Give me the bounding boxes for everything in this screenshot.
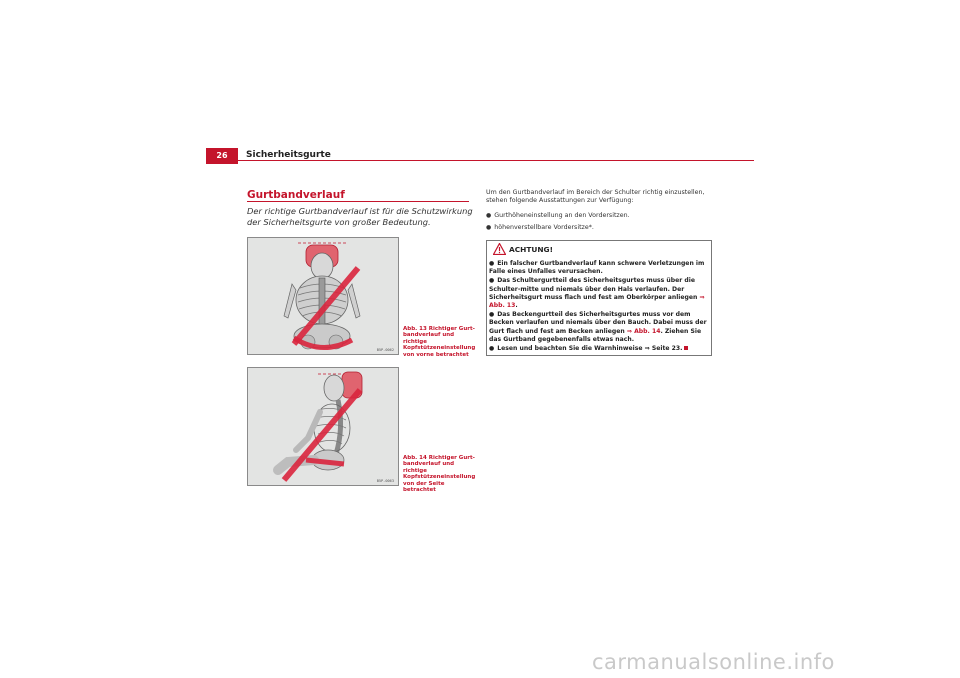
- warning-body: [489, 260, 707, 354]
- bullet-icon: ●: [486, 224, 492, 232]
- list-item: ● Das Schultergurtteil des Sicherheitsgurtes muss über die Schulter-mitte und niemals über den Hals verlaufen. Der Sicherheitsgurt muss flach und fest am Oberkörper anliegen ⇒ Abb. 13.: [489, 277, 705, 310]
- bullet-icon: ●: [489, 345, 495, 353]
- figure-caption: Abb. 14 Richtiger Gurt-bandverlauf und richtige Kopfstützeneinstellung von der Seite betrachtet: [403, 455, 476, 494]
- list-item: ● Ein falscher Gurtbandverlauf kann schwere Verletzungen im Falle eines Unfalles verursachen.: [489, 260, 705, 276]
- figure-code: B5P-0063: [376, 479, 394, 483]
- warning-title: ACHTUNG!: [509, 245, 553, 254]
- warning-triangle-icon: [493, 243, 506, 255]
- header-title: Sicherheitsgurte: [246, 150, 331, 160]
- bullet-icon: ●: [489, 277, 495, 285]
- figure-caption: Abb. 13 Richtiger Gurt-bandverlauf und richtige Kopfstützeneinstellung von vorne betrachtet: [403, 326, 476, 358]
- right-intro: Um den Gurtbandverlauf im Bereich der Schulter richtig einzustellen, stehen folgende Ausstattungen zur Verfügung:: [486, 189, 705, 205]
- figure-side-view: [247, 367, 399, 486]
- header-rule: [206, 160, 754, 161]
- bullet-icon: ●: [489, 260, 495, 267]
- bullet-icon: ●: [486, 211, 492, 219]
- bullet-icon: ●: [489, 311, 495, 319]
- warning-box: [486, 240, 712, 356]
- figure-reference-link[interactable]: ⇒ Abb. 14: [626, 327, 661, 335]
- figure-code: B5P-0062: [376, 348, 394, 352]
- figure-reference-link[interactable]: ⇒ Abb. 13: [489, 293, 705, 310]
- bullet-list: [486, 212, 716, 233]
- side-view-illustration: [248, 368, 398, 485]
- figure-front-view: [247, 237, 399, 355]
- list-item: ● Das Beckengurtteil des Sicherheitsgurtes muss vor dem Becken verlaufen und niemals über den Bauch. Dabei muss der Gurt flach und fest am Becken anliegen ⇒ Abb. 14. Ziehen Sie das Gurtband gegebenenfalls etwas nach.: [489, 311, 707, 343]
- front-view-illustration: [248, 238, 398, 354]
- section-title: Gurtbandverlauf: [247, 189, 345, 201]
- right-column: [486, 189, 716, 233]
- warning-header: [487, 241, 711, 255]
- watermark: carmanualsonline.info: [592, 650, 835, 674]
- section-rule: [247, 201, 469, 202]
- section-intro: Der richtige Gurtbandverlauf ist für die Schutzwirkung der Sicherheitsgurte von großer Bedeutung.: [247, 206, 473, 227]
- list-item: ● Gurthöheneinstellung an den Vordersitzen.: [486, 211, 630, 219]
- end-mark-icon: [684, 346, 688, 350]
- page-reference-link[interactable]: ⇒ Seite 23: [644, 345, 681, 353]
- list-item: ● höhenverstellbare Vordersitze*.: [486, 224, 594, 232]
- list-item: ● Lesen und beachten Sie die Warnhinweise ⇒ Seite 23.: [489, 345, 707, 353]
- page-number: 26: [206, 148, 238, 164]
